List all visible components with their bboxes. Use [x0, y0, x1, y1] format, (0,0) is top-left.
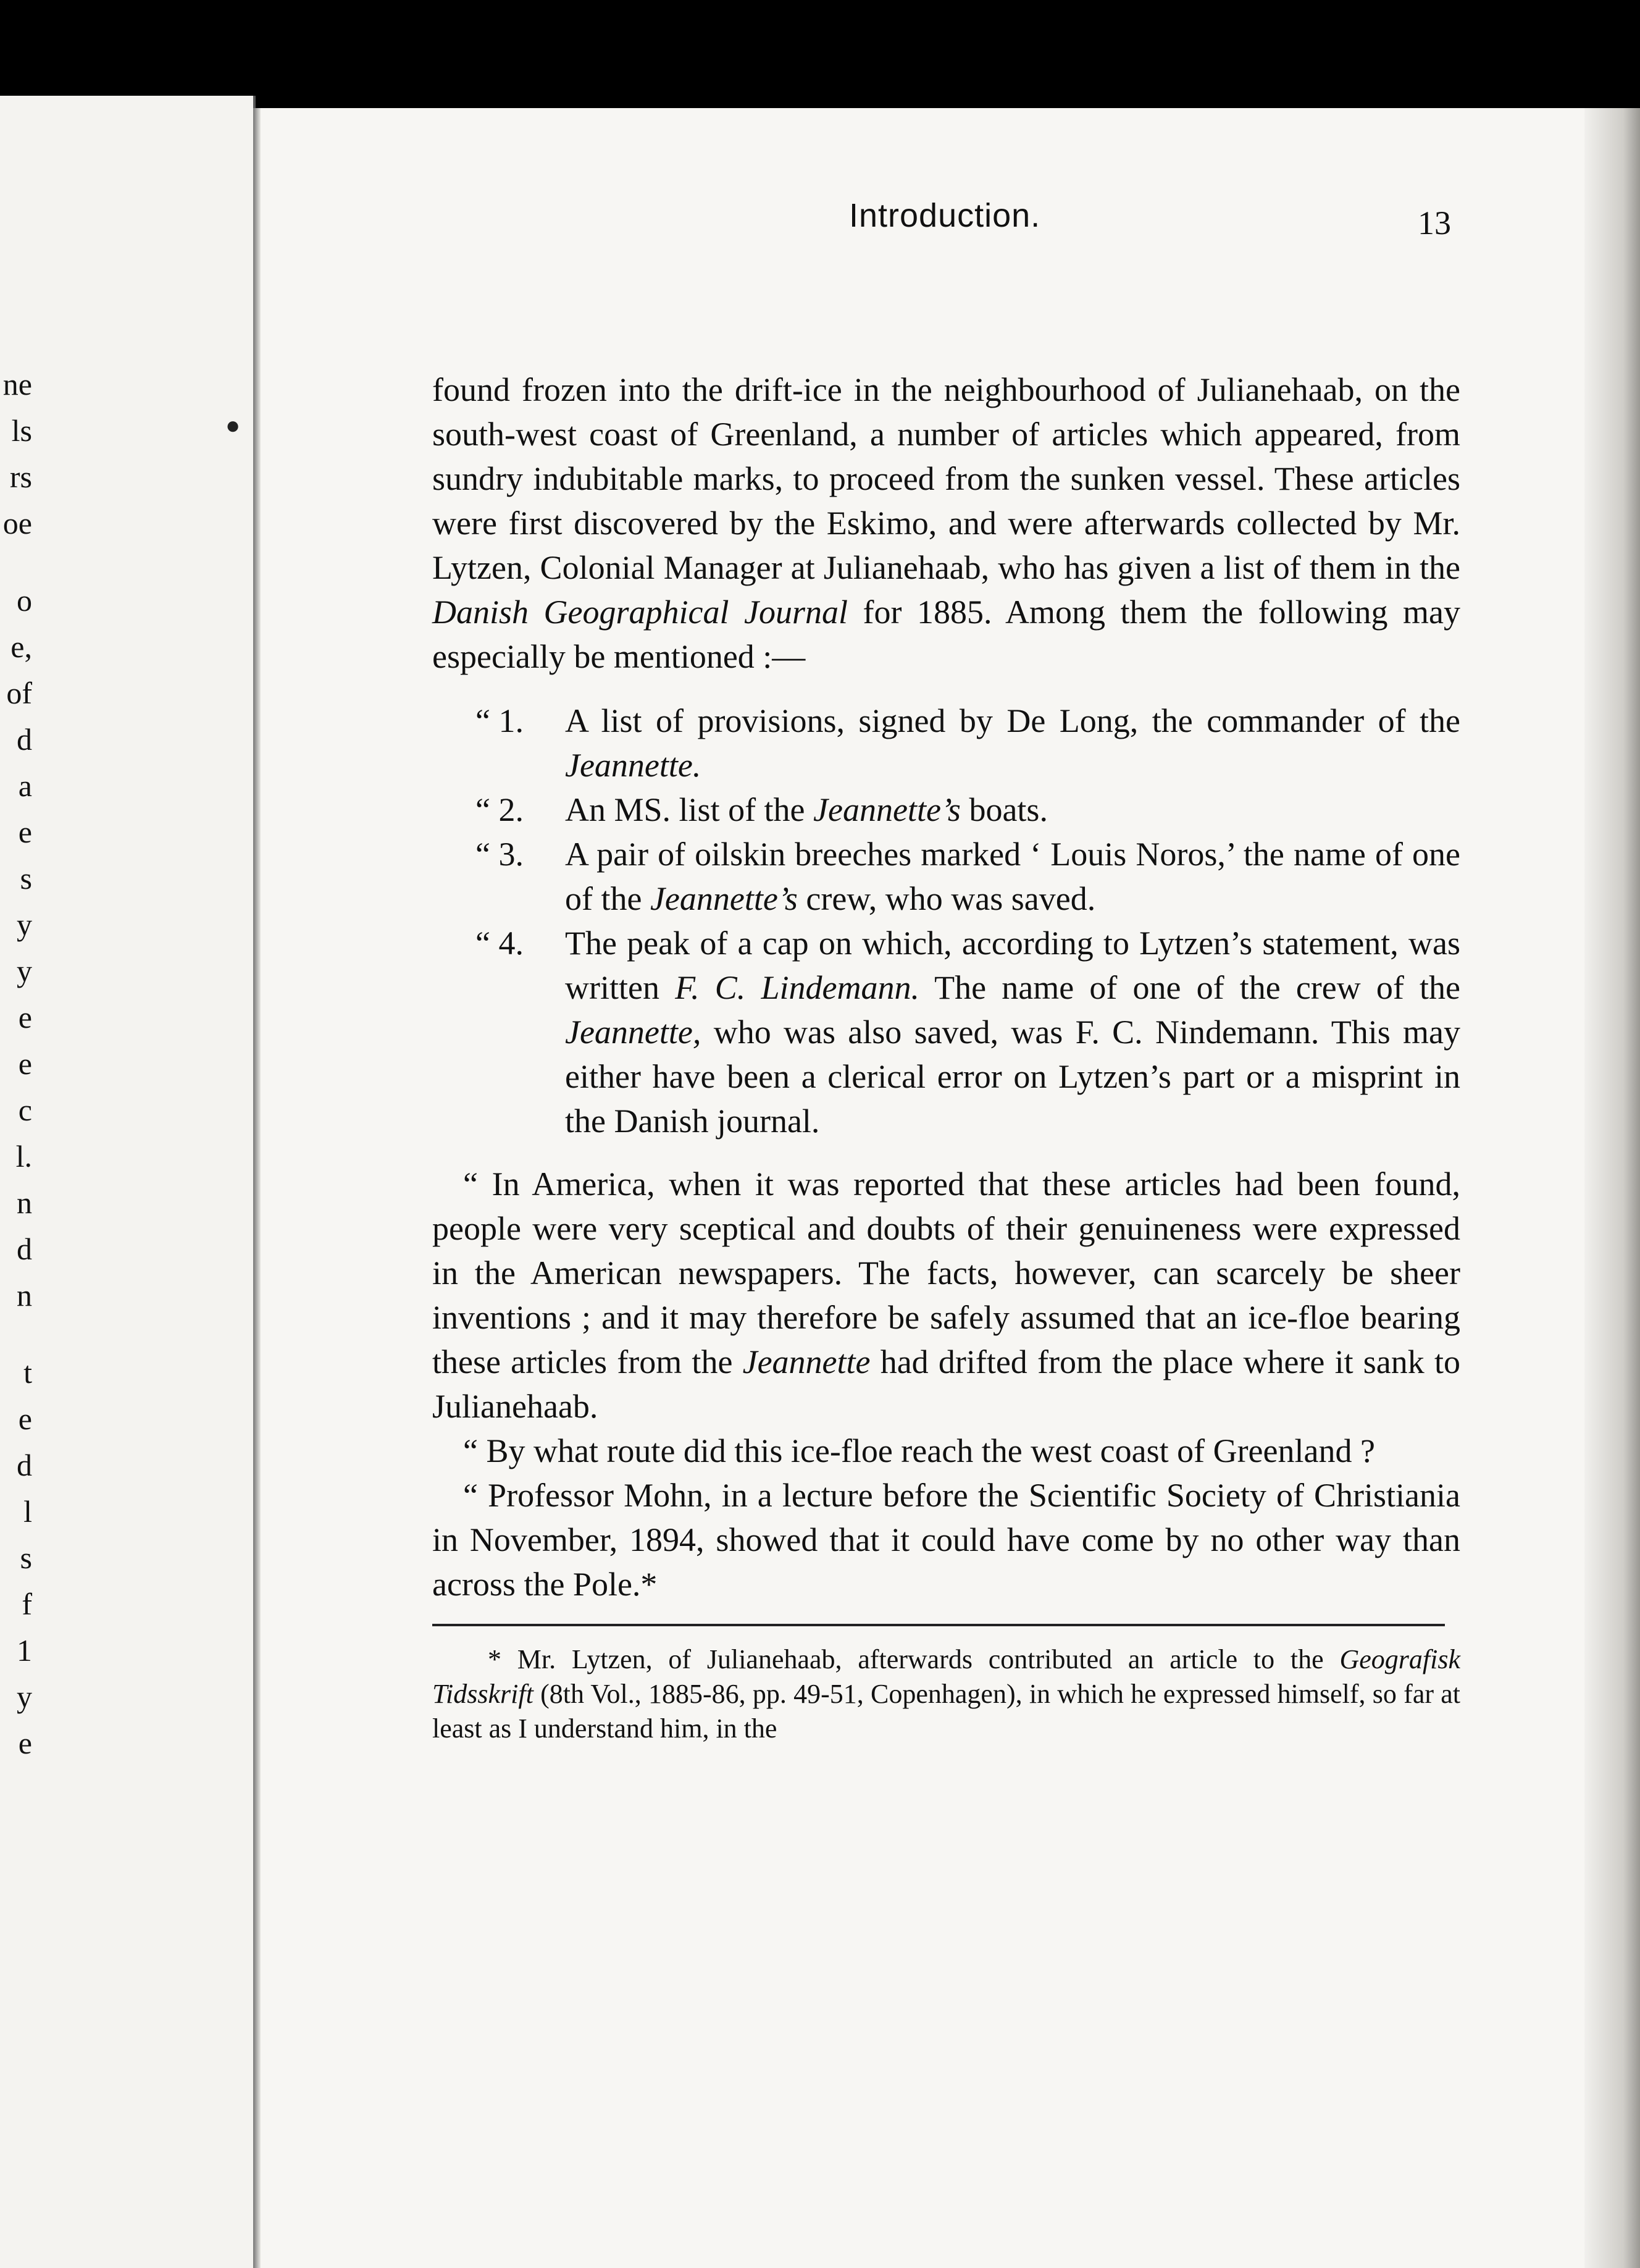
paragraph-mohn: “ Professor Mohn, in a lecture before the Scientific Society of Christiania in November, 1894, showed that it could have come by no other way than across the Pole.*: [432, 1477, 1460, 1603]
edge-letter: t: [23, 1355, 32, 1390]
page-number: 13: [1418, 204, 1451, 242]
edge-letter: 1: [17, 1633, 32, 1668]
edge-letter: e: [18, 1000, 32, 1035]
edge-letter: e: [18, 1726, 32, 1760]
edge-letter: a: [18, 768, 32, 803]
paragraph-route: “ By what route did this ice-floe reach the west coast of Greenland ?: [463, 1432, 1375, 1469]
page-header: [611, 196, 1451, 246]
edge-letter: l.: [15, 1139, 32, 1174]
edge-letter: l: [23, 1494, 32, 1529]
edge-letter: f: [22, 1587, 32, 1621]
edge-letter: d: [17, 722, 32, 757]
list-marker: “ 2.: [475, 791, 524, 828]
list-item: “ 3. A pair of oilskin breeches marked ‘ Louis Noros,’ the name of one of the Jeannette’s crew, who was saved.: [432, 832, 1460, 921]
edge-letter: s: [20, 861, 32, 896]
edge-letter: y: [17, 907, 32, 942]
edge-letter: e: [18, 1046, 32, 1081]
edge-letter: ls: [11, 413, 32, 448]
footnote-rule: [432, 1624, 1445, 1626]
edge-letter: d: [17, 1448, 32, 1482]
gutter-shadow: [253, 108, 261, 2268]
edge-letter: e: [18, 815, 32, 849]
left-page-edge-text: [0, 96, 37, 2268]
edge-letter: c: [18, 1093, 32, 1127]
edge-letter: y: [17, 1679, 32, 1714]
articles-list: [432, 699, 1460, 1143]
edge-letter: n: [17, 1278, 32, 1312]
list-item: “ 2. An MS. list of the Jeannette’s boats.: [432, 788, 1460, 832]
edge-letter: d: [17, 1232, 32, 1266]
list-item: “ 4. The peak of a cap on which, according to Lytzen’s statement, was written F. C. Lindemann. The name of one of the crew of the Jeannette, who was also saved, was F. C. Nindemann. This may either have been a clerical error on Lytzen’s part or a misprint in the Danish journal.: [432, 921, 1460, 1143]
intro-paragraph: found frozen into the drift-ice in the neighbourhood of Julianehaab, on the south-west coast of Greenland, a number of articles which appeared, from sundry indubitable marks, to proceed from the sunken vessel. These articles were first discovered by the Eskimo, and were afterwards collected by Mr. Lytzen, Colonial Manager at Julianehaab, who has given a list of them in the Danish Geographical Journal for 1885. Among them the following may especially be mentioned :—: [432, 371, 1461, 675]
edge-letter: o: [17, 583, 32, 618]
list-marker: “ 1.: [475, 702, 524, 739]
edge-letter: rs: [9, 460, 32, 494]
edge-letter: n: [17, 1185, 32, 1220]
edge-letter: ne: [2, 367, 32, 401]
footnote-journal-title: Geografisk Tidsskrift: [432, 1644, 1460, 1709]
edge-letter: s: [20, 1540, 32, 1575]
journal-title: Danish Geographical Journal: [432, 594, 848, 631]
list-marker: “ 3.: [475, 836, 524, 873]
ink-blemish: ●: [225, 411, 241, 439]
edge-letter: y: [17, 954, 32, 988]
edge-letter: e: [18, 1401, 32, 1436]
edge-letter: e,: [10, 629, 32, 664]
edge-letter: oe: [2, 506, 32, 540]
paragraph-america: “ In America, when it was reported that these articles had been found, people were very sceptical and doubts of their genuineness were expressed in the American newspapers. The facts, however, can scarcely be sheer inventions ; and it may therefore be safely assumed that an ice-floe bearing these articles from the Jeannette had drifted from the place where it sank to Julianehaab.: [432, 1166, 1460, 1425]
footnote: * Mr. Lytzen, of Julianehaab, afterwards contributed an article to the Geografisk Tidsskrift (8th Vol., 1885-86, pp. 49-51, Copenhagen), in which he expressed himself, so far at least as I understand him, in the: [432, 1644, 1460, 1744]
main-text: [432, 368, 1460, 1746]
edge-letter: of: [6, 676, 32, 710]
list-marker: “ 4.: [475, 925, 524, 962]
page-edge-shadow: [1584, 108, 1640, 2268]
left-page: [0, 96, 256, 2268]
list-item: “ 1. A list of provisions, signed by De Long, the commander of the Jeannette.: [432, 699, 1460, 788]
running-head: Introduction.: [849, 197, 1041, 234]
